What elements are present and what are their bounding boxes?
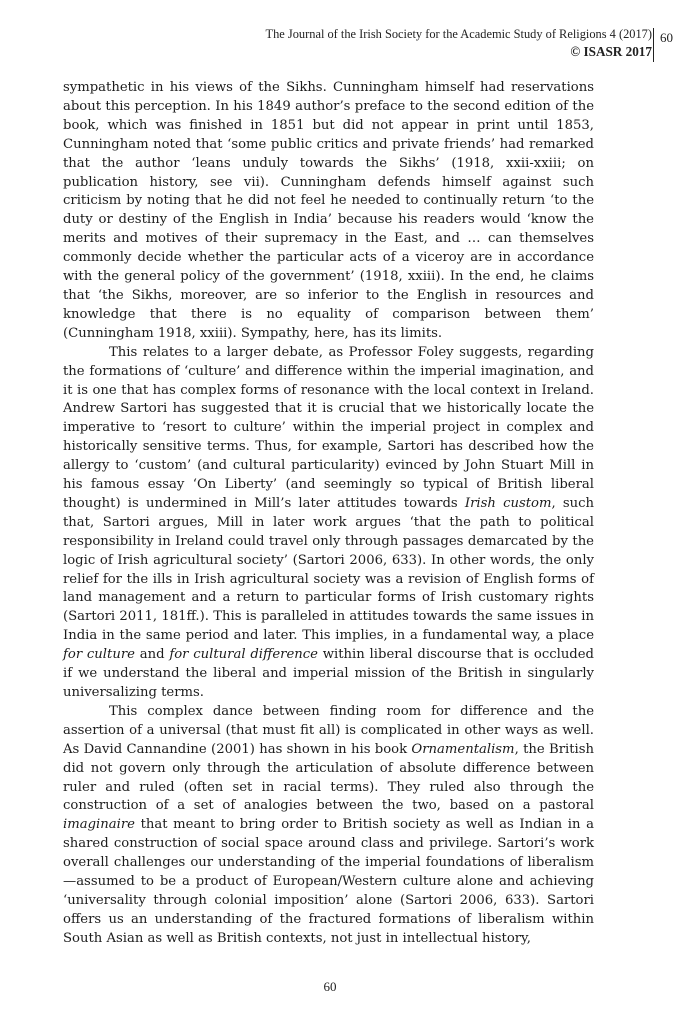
text-segment: This relates to a larger debate, as Professor Foley suggests, regarding the formations of ‘culture’ and difference within the imperial imagination, and it is one that has complex forms of resonance with the local context in Ireland. Andrew Sartori has suggested that it is crucial that we historically locate the imperative to ‘resort to culture’ within the imperial project in complex and historically sensitive terms. Thus, for example, Sartori has described how the allergy to ‘custom’ (and cultural particularity) evinced by John Stuart Mill in his famous essay ‘On Liberty’ (and seemingly so typical of British liberal thought) is undermined in Mill’s later attitudes towards [63, 344, 594, 511]
footer-page-number: 60 [323, 979, 337, 994]
text-segment: , the British did not govern only through the articulation of absolute difference between ruler and ruled (often set in racial terms). They ruled also through the construction of a set of analogies between the two, based on a pastoral [63, 741, 594, 814]
text-segment: , such that, Sartori argues, Mill in later work argues ‘that the path to political responsibility in Ireland could travel only through passages demarcated by the logic of Irish agricultural society’ (Sartori 2006, 633). In other words, the only relief for the ills in Irish agricultural society was a revision of English forms of land management and a return to particular forms of Irish customary rights (Sartori 2011, 181ff.). This is paralleled in attitudes towards the same issues in India in the same period and later. This implies, in a fundamental way, a place [63, 495, 595, 644]
copyright-notice: © ISASR 2017 [570, 44, 652, 59]
paragraph-p3 [63, 703, 594, 949]
paragraph-p2 [63, 344, 594, 703]
text-segment: This complex dance between finding room for difference and the assertion of a universal (that must fit all) is complicated in other ways as well. As David Cannandine (2001) has shown in his book [63, 703, 594, 757]
paragraph-p1 [63, 79, 594, 344]
italic-text: for culture [63, 647, 135, 663]
italic-text: Irish custom [464, 495, 552, 511]
journal-title: The Journal of the Irish Society for the Academic Study of Religions 4 (2017) [265, 27, 652, 41]
header-divider [653, 28, 654, 62]
running-header [266, 26, 652, 61]
text-segment: and [134, 647, 170, 663]
text-segment: sympathetic in his views of the Sikhs. Cunningham himself had reservations about this perception. In his 1849 author’s preface to the second edition of the book, which was finished in 1851 but did not appear in print until 1853, Cunningham noted that ‘some public critics and private friends’ had remarked that the author ‘leans unduly towards the Sikhs’ (1918, xxii-xxiii; on publication history, see vii). Cunningham defends himself against such criticism by noting that he did not feel he needed to continually return ‘to the duty or destiny of the English in India’ because his readers would ‘know the merits and motives of their supremacy in the East, and … can themselves commonly decide whether the particular acts of a viceroy are in accordance with the general policy of the government’ (1918, xxiii). In the end, he claims that ‘the Sikhs, moreover, are so inferior to the English in resources and knowledge that there is no equality of comparison between them’ (Cunningham 1918, xxiii). Sympathy, here, has its limits. [63, 80, 594, 341]
header-page-number: 60 [660, 30, 673, 45]
italic-text: Ornamentalism [411, 741, 515, 757]
text-segment: within liberal discourse that is occluded if we understand the liberal and imperial mission of the British in singularly universalizing terms. [63, 647, 594, 700]
italic-text: imaginaire [63, 817, 135, 833]
italic-text: for cultural difference [169, 647, 318, 663]
text-segment: that meant to bring order to British society as well as Indian in a shared construction of social space around class and privilege. Sartori’s work overall challenges our understanding of the imperial foundations of liberalism—assumed to be a product of European/Western culture alone and achieving ‘universality through colonial imposition’ alone (Sartori 2006, 633). Sartori offers us an understanding of the fractured formations of liberalism within South Asian as well as British contexts, not just in intellectual history, [63, 817, 594, 946]
article-body [63, 79, 594, 949]
